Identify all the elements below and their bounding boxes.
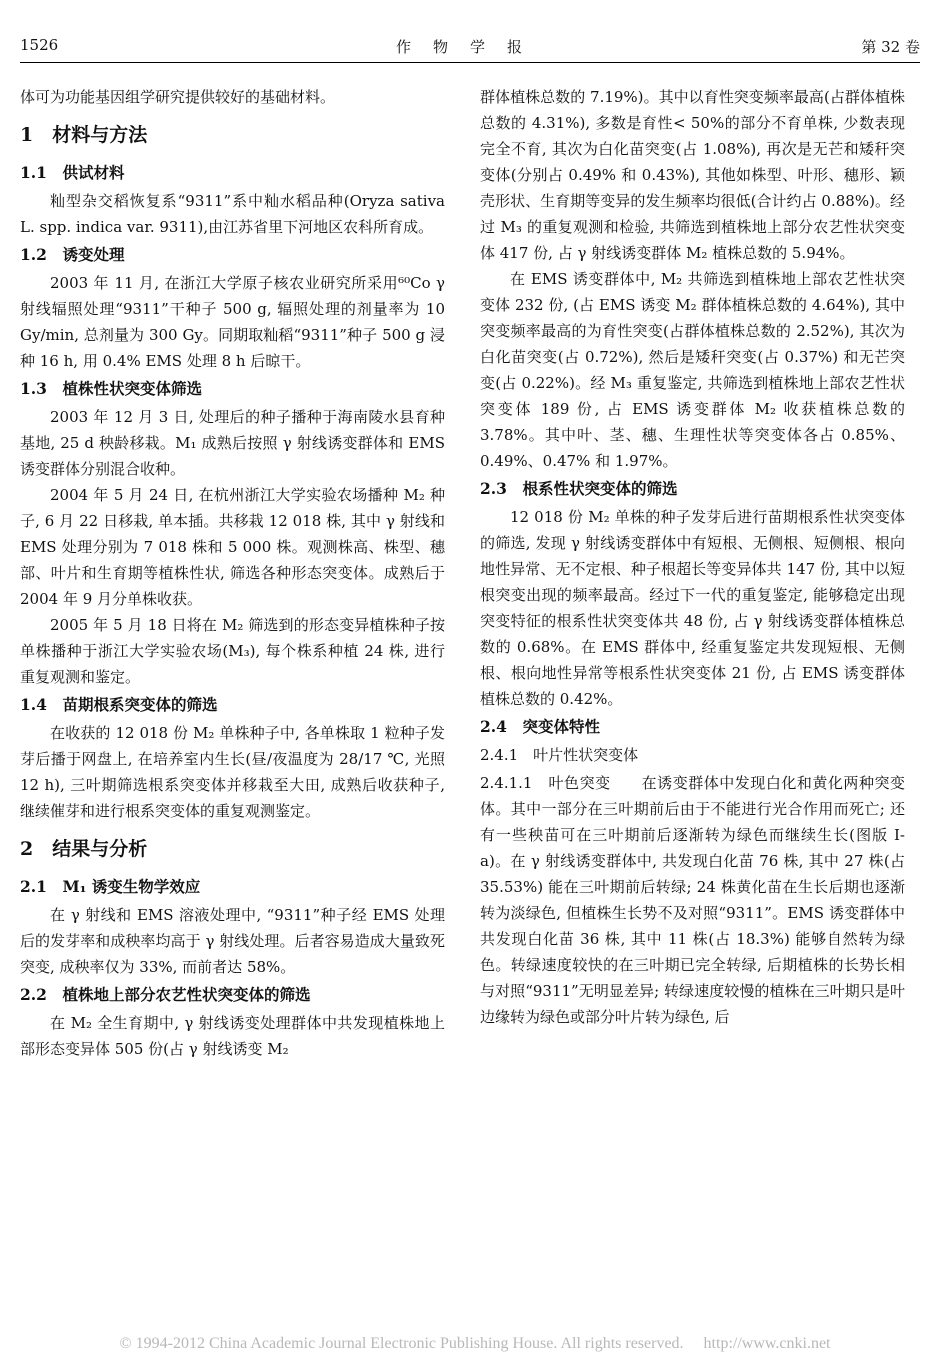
- body-paragraph: 群体植株总数的 7.19%)。其中以育性突变频率最高(占群体植株总数的 4.31%), 多数是育性< 50%的部分不育单株, 少数表现完全不育, 其次为白化苗突变(占 1.08%), 再次是无芒和矮秆突变体(分别占 0.49% 和 0.43%), 其他如株型、叶形、穗形、颖壳形状、生育期等变异的发生频率均很低(合计约占 0.88%)。经过 M₃ 的重复观测和检验, 共筛选到植株地上部分农艺性状突变体 417 份, 占 γ 射线诱变群体 M₂ 植株总数的 5.94%。: [480, 88, 905, 262]
- volume-label: 第 32 卷: [861, 38, 920, 56]
- body-paragraph: 2004 年 5 月 24 日, 在杭州浙江大学实验农场播种 M₂ 种子, 6 月 22 日移栽, 单本插。共移栽 12 018 株, 其中 γ 射线和 EMS 处理分别为 7 018 株和 5 000 株。观测株高、株型、穗部、叶片和生育期等植株性状, 筛选各种形态突变体。成熟后于 2004 年 9 月分单株收获。: [20, 486, 445, 608]
- subsection-heading: 2.3 根系性状突变体的筛选: [480, 479, 678, 498]
- body-paragraph: 在 M₂ 全生育期中, γ 射线诱变处理群体中共发现植株地上部形态变异体 505 份(占 γ 射线诱变 M₂: [20, 1014, 445, 1058]
- body-paragraph: 12 018 份 M₂ 单株的种子发芽后进行苗期根系性状突变体的筛选, 发现 γ 射线诱变群体中有短根、无侧根、短侧根、根向地性异常、无不定根、种子根超长等变异体共 147 份, 其中以短根突变出现的频率最高。经过下一代的重复鉴定, 能够稳定出现突变特征的根系性状突变体共 48 份, 占 γ 射线诱变群体植株总数的 0.68%。在 EMS 群体中, 经重复鉴定共发现短根、无侧根、根向地性异常等根系性状突变体 21 份, 占 EMS 诱变群体植株总数的 0.42%。: [480, 508, 905, 708]
- body-paragraph: 在 γ 射线和 EMS 溶液处理中, “9311”种子经 EMS 处理后的发芽率和成秧率均高于 γ 射线处理。后者容易造成大量致死突变, 成秧率仅为 33%, 而前者达 58%。: [20, 906, 445, 976]
- subsection-heading: 1.3 植株性状突变体筛选: [20, 379, 202, 398]
- copyright-footer: © 1994-2012 China Academic Journal Electronic Publishing House. All rights reserved. http://www.cnki.net: [119, 1335, 831, 1352]
- body-paragraph: 在 EMS 诱变群体中, M₂ 共筛选到植株地上部农艺性状突变体 232 份, (占 EMS 诱变 M₂ 群体植株总数的 4.64%), 其中突变频率最高的为育性突变(占群体植株总数的 2.52%), 其次为白化苗突变(占 0.72%), 然后是矮秆突变(占 0.37%) 和无芒突变(占 0.22%)。经 M₃ 重复鉴定, 共筛选到植株地上部农艺性状突变体 189 份, 占 EMS 诱变群体 M₂ 收获植株总数的 3.78%。其中叶、茎、穗、生理性状等突变体各占 0.85%、0.49%、0.47% 和 1.97%。: [480, 270, 905, 470]
- subsubsection-heading: 2.4.1 叶片性状突变体: [480, 746, 639, 764]
- journal-title: 作物学报: [395, 38, 544, 56]
- section-heading: 1 材料与方法: [20, 124, 148, 146]
- subsection-heading: 2.1 M₁ 诱变生物学效应: [20, 877, 201, 896]
- body-paragraph: 籼型杂交稻恢复系“9311”系中籼水稻品种(Oryza sativa L. spp. indica var. 9311),由江苏省里下河地区农科所育成。: [20, 192, 445, 236]
- subsection-heading: 2.4 突变体特性: [480, 717, 600, 736]
- body-paragraph: 体可为功能基因组学研究提供较好的基础材料。: [20, 88, 336, 106]
- running-header: [20, 32, 920, 63]
- body-paragraph: 在收获的 12 018 份 M₂ 单株种子中, 各单株取 1 粒种子发芽后播于网盘上, 在培养室内生长(昼/夜温度为 28/17 ℃, 光照 12 h), 三叶期筛选根系突变体并移栽至大田, 成熟后收获种子, 继续催芽和进行根系突变体的重复观测鉴定。: [20, 724, 445, 820]
- body-paragraph: 2.4.1.1 叶色突变 在诱变群体中发现白化和黄化两种突变体。其中一部分在三叶期前后由于不能进行光合作用而死亡; 还有一些秧苗可在三叶期前后逐渐转为绿色而继续生长(图版 I-a)。在 γ 射线诱变群体中, 共发现白化苗 76 株, 其中 27 株(占 35.53%) 能在三叶期前后转绿; 24 株黄化苗在生长后期也逐渐转为淡绿色, 但植株生长势不及对照“9311”。EMS 诱变群体中共发现白化苗 36 株, 其中 11 株(占 18.3%) 能够自然转为绿色。转绿速度较快的在三叶期已完全转绿, 后期植株的长势长相与对照“9311”无明显差异; 转绿速度较慢的植株在三叶期只是叶边缘转为绿色或部分叶片转为绿色, 后: [480, 774, 905, 1026]
- body-paragraph: 2005 年 5 月 18 日将在 M₂ 筛选到的形态变异植株种子按单株播种于浙江大学实验农场(M₃), 每个株系种植 24 株, 进行重复观测和鉴定。: [20, 616, 445, 686]
- page-number: 1526: [20, 36, 59, 54]
- body-paragraph: 2003 年 12 月 3 日, 处理后的种子播种于海南陵水县育种基地, 25 d 秧龄移栽。M₁ 成熟后按照 γ 射线诱变群体和 EMS 诱变群体分别混合收种。: [20, 408, 445, 478]
- section-heading: 2 结果与分析: [20, 838, 148, 860]
- subsection-heading: 1.1 供试材料: [20, 163, 125, 182]
- body-paragraph: 2003 年 11 月, 在浙江大学原子核农业研究所采用⁶⁰Co γ 射线辐照处理“9311”干种子 500 g, 辐照处理的剂量率为 10 Gy/min, 总剂量为 300 Gy。同期取籼稻“9311”种子 500 g 浸种 16 h, 用 0.4% EMS 处理 8 h 后晾干。: [20, 274, 445, 370]
- left-column: [20, 84, 445, 1062]
- subsection-heading: 2.2 植株地上部分农艺性状突变体的筛选: [20, 985, 311, 1004]
- right-column: [480, 84, 905, 1030]
- subsection-heading: 1.2 诱变处理: [20, 245, 125, 264]
- subsection-heading: 1.4 苗期根系突变体的筛选: [20, 695, 218, 714]
